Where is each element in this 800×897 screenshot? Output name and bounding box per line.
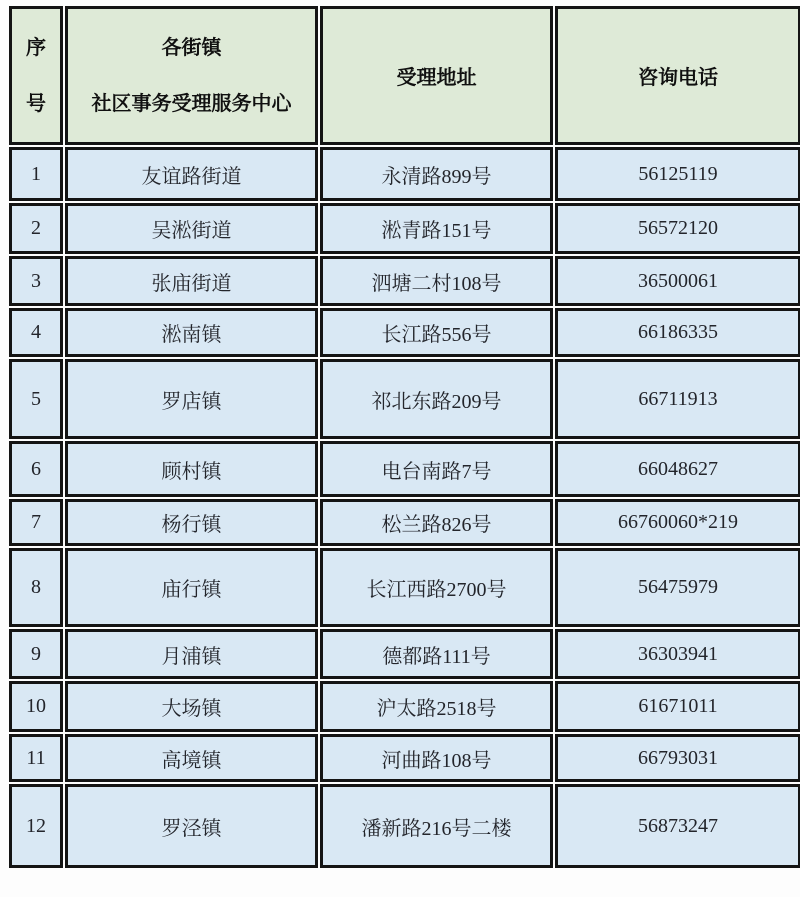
- table-row: [9, 441, 800, 497]
- cell-center: 大场镇: [65, 681, 318, 732]
- cell-address: 松兰路826号: [320, 499, 553, 546]
- header-no-line1: 序: [26, 36, 46, 59]
- cell-phone: 66793031: [555, 734, 800, 782]
- table-row: [9, 784, 800, 868]
- table-row: [9, 734, 800, 782]
- cell-center: 淞南镇: [65, 308, 318, 357]
- cell-phone: 56125119: [555, 147, 800, 201]
- table-row: [9, 147, 800, 201]
- cell-no: 8: [9, 548, 63, 627]
- cell-center: 高境镇: [65, 734, 318, 782]
- header-row: [9, 6, 800, 145]
- cell-no: 9: [9, 629, 63, 679]
- cell-phone: 61671011: [555, 681, 800, 732]
- service-centers-table: [7, 4, 800, 870]
- cell-center: 罗泾镇: [65, 784, 318, 868]
- header-no-line2: 号: [26, 92, 46, 115]
- cell-phone: 36500061: [555, 256, 800, 306]
- table-row: [9, 256, 800, 306]
- cell-center: 杨行镇: [65, 499, 318, 546]
- header-no-lines: [13, 34, 59, 118]
- cell-phone: 66711913: [555, 359, 800, 439]
- cell-address: 长江西路2700号: [320, 548, 553, 627]
- cell-center: 顾村镇: [65, 441, 318, 497]
- table-row: [9, 681, 800, 732]
- table-row: [9, 629, 800, 679]
- cell-center: 友谊路街道: [65, 147, 318, 201]
- cell-phone: 36303941: [555, 629, 800, 679]
- cell-no: 2: [9, 203, 63, 254]
- cell-phone: 66186335: [555, 308, 800, 357]
- cell-address: 祁北东路209号: [320, 359, 553, 439]
- table-row: [9, 548, 800, 627]
- cell-center: 月浦镇: [65, 629, 318, 679]
- cell-center: 庙行镇: [65, 548, 318, 627]
- table-row: [9, 308, 800, 357]
- cell-phone: 66048627: [555, 441, 800, 497]
- table-row: [9, 499, 800, 546]
- cell-address: 长江路556号: [320, 308, 553, 357]
- cell-no: 6: [9, 441, 63, 497]
- cell-center: 罗店镇: [65, 359, 318, 439]
- cell-address: 潘新路216号二楼: [320, 784, 553, 868]
- header-phone: 咨询电话: [555, 6, 800, 145]
- cell-address: 电台南路7号: [320, 441, 553, 497]
- cell-address: 泗塘二村108号: [320, 256, 553, 306]
- header-center-lines: [69, 34, 314, 118]
- cell-phone: 56475979: [555, 548, 800, 627]
- cell-no: 4: [9, 308, 63, 357]
- cell-phone: 56873247: [555, 784, 800, 868]
- cell-center: 吴淞街道: [65, 203, 318, 254]
- cell-no: 5: [9, 359, 63, 439]
- cell-phone: 56572120: [555, 203, 800, 254]
- header-no: [9, 6, 63, 145]
- cell-address: 德都路111号: [320, 629, 553, 679]
- header-center-line2: 社区事务受理服务中心: [91, 92, 292, 115]
- cell-no: 7: [9, 499, 63, 546]
- cell-no: 12: [9, 784, 63, 868]
- header-address: 受理地址: [320, 6, 553, 145]
- cell-no: 10: [9, 681, 63, 732]
- cell-no: 1: [9, 147, 63, 201]
- header-center: [65, 6, 318, 145]
- table-row: [9, 203, 800, 254]
- cell-address: 淞青路151号: [320, 203, 553, 254]
- cell-no: 3: [9, 256, 63, 306]
- cell-center: 张庙街道: [65, 256, 318, 306]
- table-row: [9, 359, 800, 439]
- cell-address: 河曲路108号: [320, 734, 553, 782]
- cell-address: 永清路899号: [320, 147, 553, 201]
- header-center-line1: 各街镇: [161, 36, 222, 59]
- cell-phone: 66760060*219: [555, 499, 800, 546]
- cell-no: 11: [9, 734, 63, 782]
- cell-address: 沪太路2518号: [320, 681, 553, 732]
